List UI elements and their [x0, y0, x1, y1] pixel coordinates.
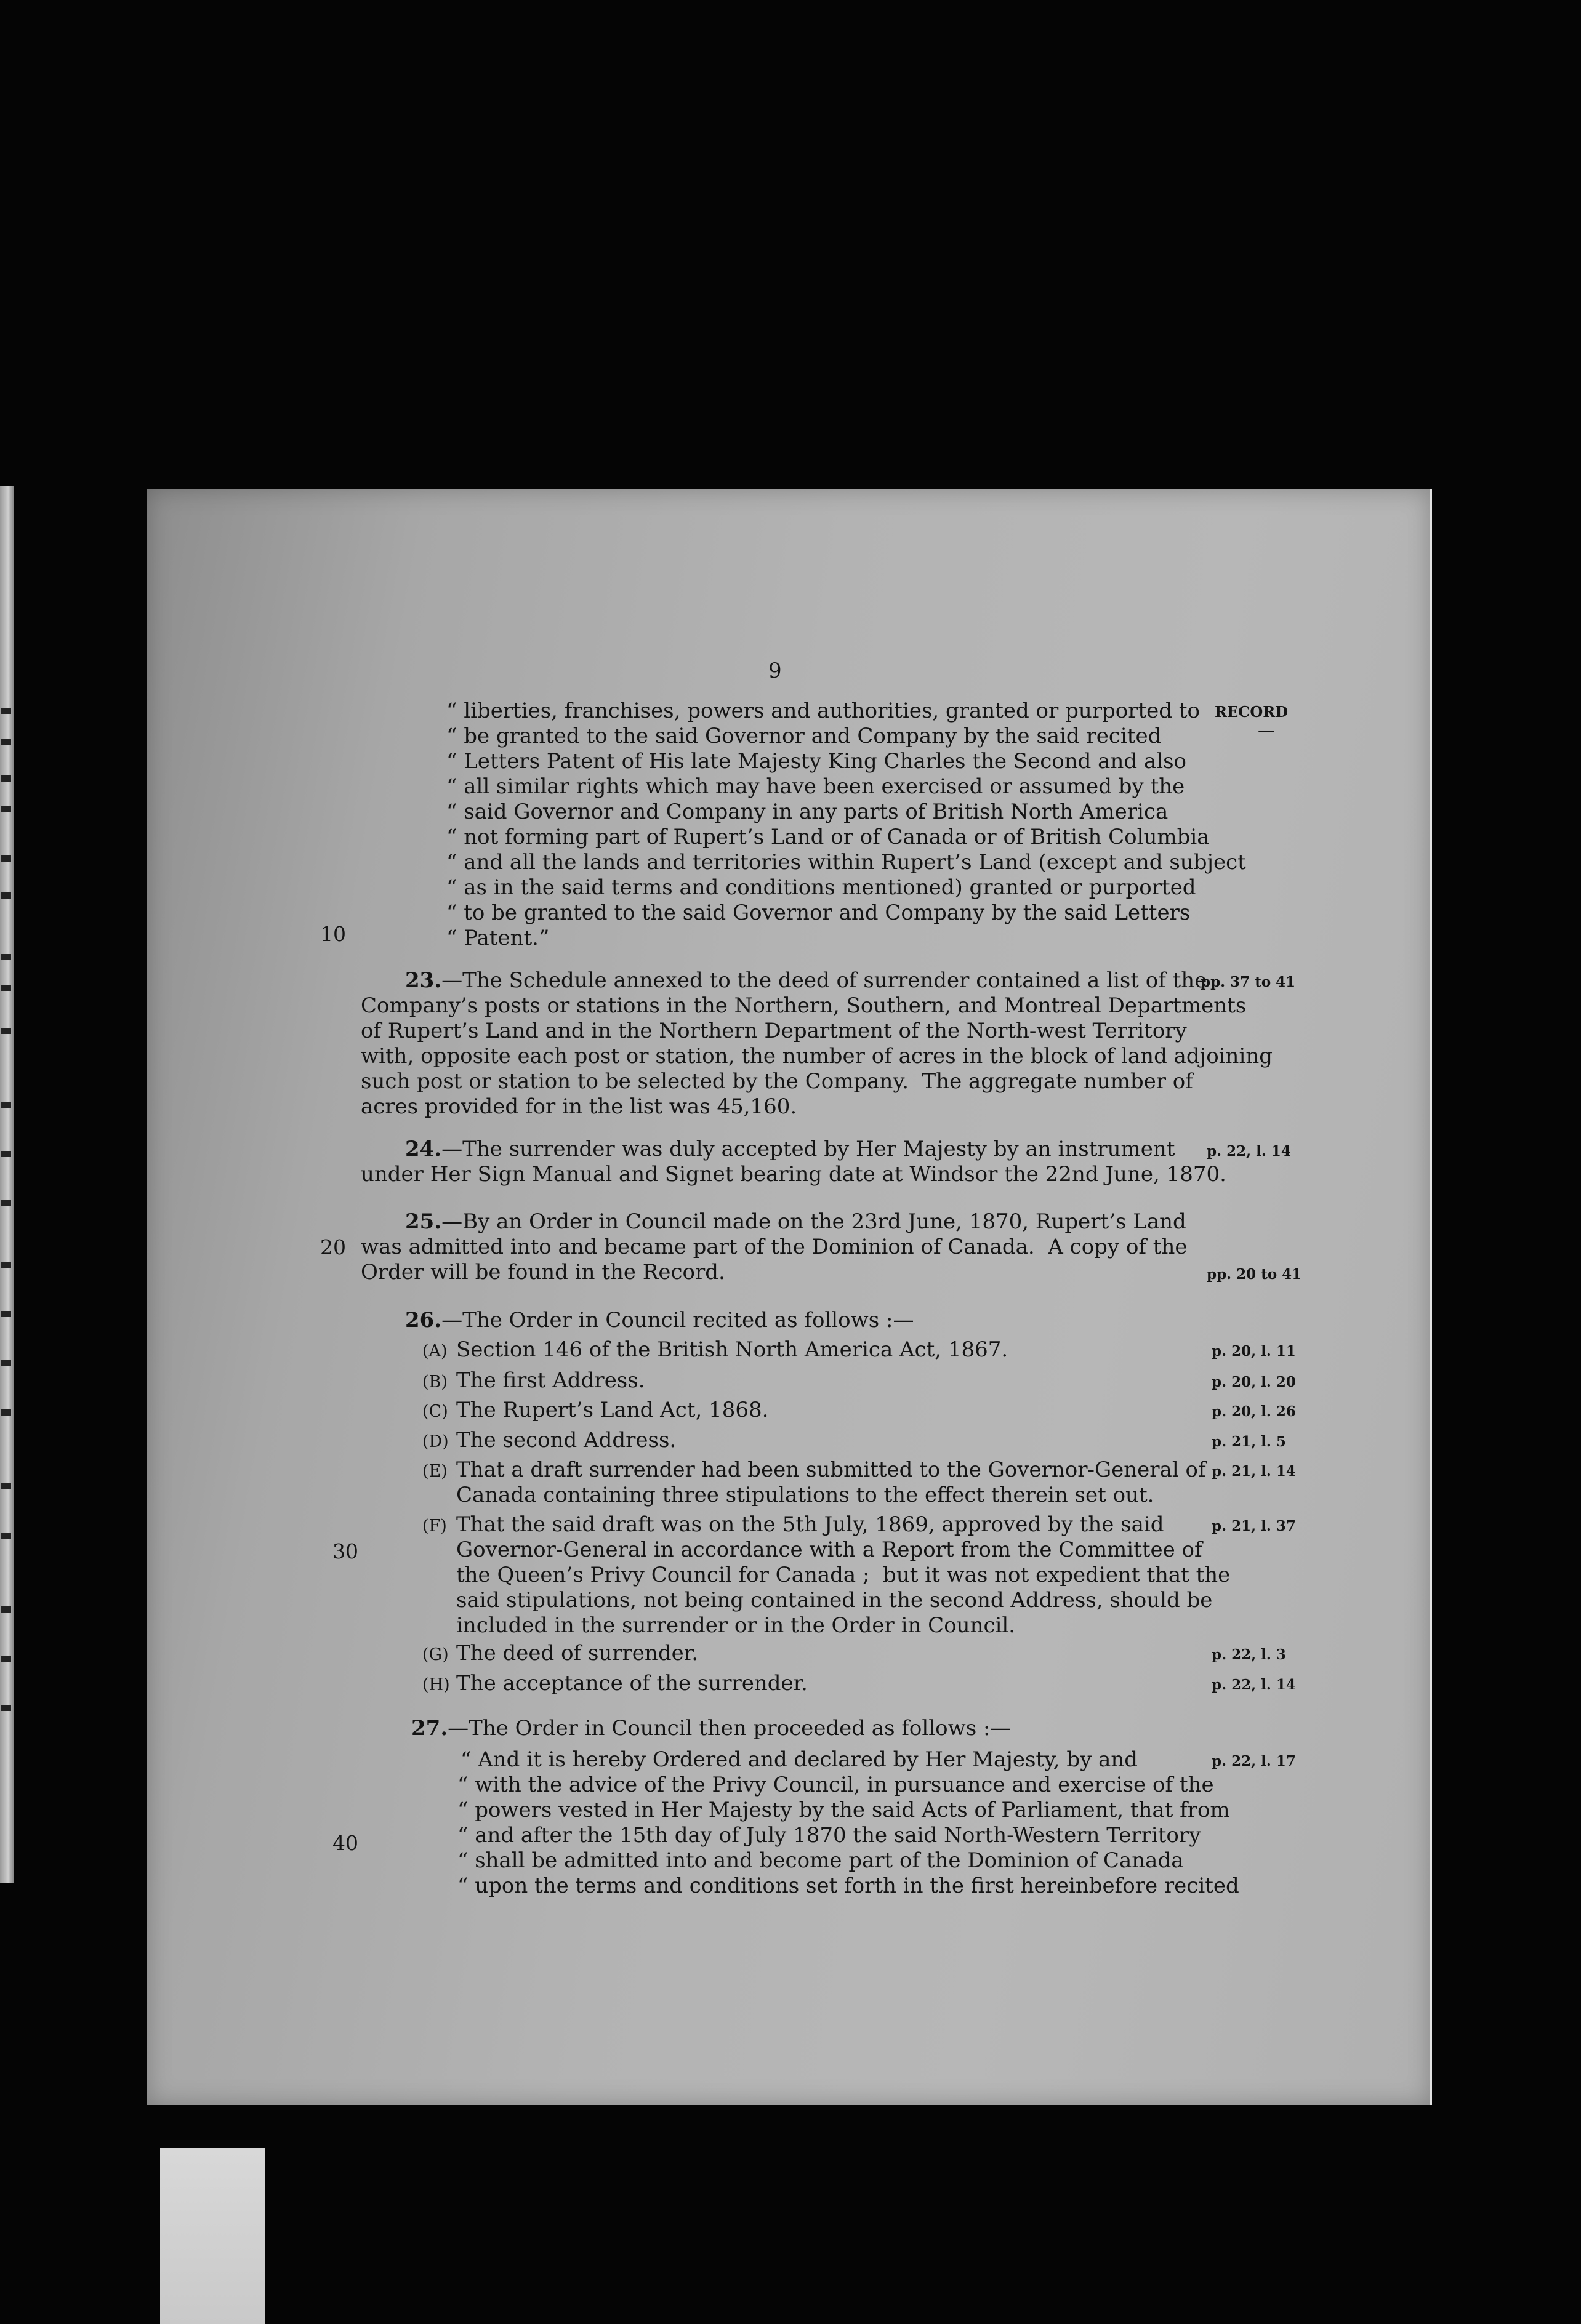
- paragraph-line: was admitted into and became part of the Dominion of Canada. A copy of the: [361, 1235, 1188, 1259]
- quote-line: “ powers vested in Her Majesty by the said Acts of Parliament, that from: [457, 1798, 1230, 1822]
- margin-reference: pp. 20 to 41: [1207, 1266, 1302, 1283]
- item-text: the Queen’s Privy Council for Canada ; but it was not expedient that the: [456, 1563, 1231, 1587]
- item-text: said stipulations, not being contained in the second Address, should be: [456, 1588, 1213, 1613]
- quote-line: “ liberties, franchises, powers and authorities, granted or purported to: [446, 699, 1200, 723]
- item-letter: (E): [422, 1462, 448, 1481]
- paragraph-number: 23.: [405, 968, 442, 993]
- quote-line: “ and after the 15th day of July 1870 the said North-Western Territory: [457, 1823, 1201, 1848]
- paragraph-text: —The surrender was duly accepted by Her Majesty by an instrument: [441, 1137, 1175, 1161]
- item-text: That the said draft was on the 5th July, 1869, approved by the said: [456, 1512, 1164, 1537]
- item-letter: (F): [422, 1517, 447, 1536]
- margin-reference: p. 22, l. 3: [1212, 1646, 1286, 1663]
- margin-reference: p. 20, l. 26: [1212, 1403, 1296, 1420]
- item-letter: (H): [422, 1675, 450, 1694]
- quote-line: “ be granted to the said Governor and Company by the said recited: [446, 724, 1162, 748]
- quote-line: “ with the advice of the Privy Council, in pursuance and exercise of the: [457, 1773, 1214, 1797]
- paragraph-first-line: [405, 1308, 914, 1333]
- paragraph-line: Company’s posts or stations in the Northern, Southern, and Montreal Departments: [361, 993, 1247, 1018]
- line-number-10: 10: [320, 922, 346, 946]
- item-text: The acceptance of the surrender.: [456, 1671, 808, 1696]
- item-letter: (C): [422, 1402, 448, 1421]
- paragraph-first-line: [411, 1716, 1011, 1741]
- line-number-30: 30: [332, 1539, 358, 1563]
- quote-line: “ all similar rights which may have been exercised or assumed by the: [446, 774, 1185, 799]
- item-letter: (B): [422, 1372, 448, 1392]
- paragraph-first-line: [405, 1137, 1175, 1162]
- record-heading: RECORD: [1215, 703, 1289, 721]
- line-number-20: 20: [320, 1235, 346, 1259]
- quote-line: “ Letters Patent of His late Majesty King Charles the Second and also: [446, 749, 1186, 774]
- quote-line: “ and all the lands and territories within Rupert’s Land (except and subject: [446, 850, 1246, 875]
- quote-line: “ Patent.”: [446, 926, 550, 950]
- quote-line: “ shall be admitted into and become part of the Dominion of Canada: [457, 1848, 1184, 1873]
- margin-reference: p. 20, l. 20: [1212, 1374, 1296, 1390]
- paragraph-first-line: [405, 968, 1207, 993]
- item-text: That a draft surrender had been submitted to the Governor-General of: [456, 1457, 1206, 1482]
- paragraph-line: Order will be found in the Record.: [361, 1260, 725, 1284]
- margin-reference: p. 22, l. 14: [1207, 1143, 1291, 1160]
- item-text: The Rupert’s Land Act, 1868.: [456, 1398, 769, 1422]
- quote-line: “ as in the said terms and conditions mentioned) granted or purported: [446, 875, 1196, 900]
- margin-reference: pp. 37 to 41: [1201, 974, 1296, 990]
- quote-line: “ not forming part of Rupert’s Land or of Canada or of British Columbia: [446, 825, 1210, 849]
- margin-reference: p. 22, l. 17: [1212, 1753, 1296, 1769]
- item-letter: (A): [422, 1342, 448, 1361]
- quote-line: “ said Governor and Company in any parts of British North America: [446, 799, 1169, 824]
- paragraph-number: 27.: [411, 1716, 448, 1741]
- line-number-40: 40: [332, 1831, 358, 1855]
- paragraph-line: of Rupert’s Land and in the Northern Department of the North-west Territory: [361, 1019, 1187, 1043]
- item-text: Governor-General in accordance with a Report from the Committee of: [456, 1537, 1202, 1562]
- margin-reference: p. 21, l. 14: [1212, 1463, 1296, 1480]
- page-number: 9: [768, 659, 782, 683]
- margin-reference: p. 20, l. 11: [1212, 1343, 1296, 1360]
- paragraph-text: —The Schedule annexed to the deed of surrender contained a list of the: [441, 968, 1207, 993]
- paragraph-line: under Her Sign Manual and Signet bearing date at Windsor the 22nd June, 1870.: [361, 1162, 1226, 1187]
- paragraph-first-line: [405, 1209, 1186, 1235]
- item-text: The second Address.: [456, 1428, 677, 1452]
- item-text: Canada containing three stipulations to the effect therein set out.: [456, 1483, 1154, 1507]
- paragraph-number: 24.: [405, 1137, 442, 1161]
- margin-reference: p. 22, l. 14: [1212, 1677, 1296, 1693]
- paragraph-line: with, opposite each post or station, the number of acres in the block of land adjoining: [361, 1044, 1273, 1068]
- paragraph-text: —The Order in Council then proceeded as follows :—: [448, 1716, 1012, 1741]
- quote-line: “ And it is hereby Ordered and declared by Her Majesty, by and: [461, 1747, 1138, 1772]
- paragraph-line: acres provided for in the list was 45,160.: [361, 1094, 797, 1119]
- item-letter: (D): [422, 1432, 449, 1451]
- record-dash: —: [1258, 720, 1275, 740]
- item-letter: (G): [422, 1645, 449, 1664]
- margin-reference: p. 21, l. 5: [1212, 1433, 1286, 1450]
- item-text: The deed of surrender.: [456, 1641, 699, 1665]
- paragraph-text: —By an Order in Council made on the 23rd June, 1870, Rupert’s Land: [441, 1209, 1186, 1234]
- item-text: The first Address.: [456, 1368, 645, 1393]
- paragraph-text: —The Order in Council recited as follows :—: [441, 1308, 914, 1332]
- item-text: Section 146 of the British North America Act, 1867.: [456, 1337, 1008, 1362]
- item-text: included in the surrender or in the Order in Council.: [456, 1613, 1016, 1638]
- document-page: [147, 489, 1430, 2105]
- quote-line: “ to be granted to the said Governor and Company by the said Letters: [446, 900, 1191, 925]
- paragraph-line: such post or station to be selected by the Company. The aggregate number of: [361, 1069, 1193, 1094]
- paragraph-number: 25.: [405, 1209, 442, 1234]
- paragraph-number: 26.: [405, 1308, 442, 1332]
- paper-slip: [160, 2148, 265, 2324]
- margin-reference: p. 21, l. 37: [1212, 1518, 1296, 1534]
- quote-line: “ upon the terms and conditions set forth in the first hereinbefore recited: [457, 1873, 1239, 1898]
- adjacent-page-strip: [0, 486, 14, 1883]
